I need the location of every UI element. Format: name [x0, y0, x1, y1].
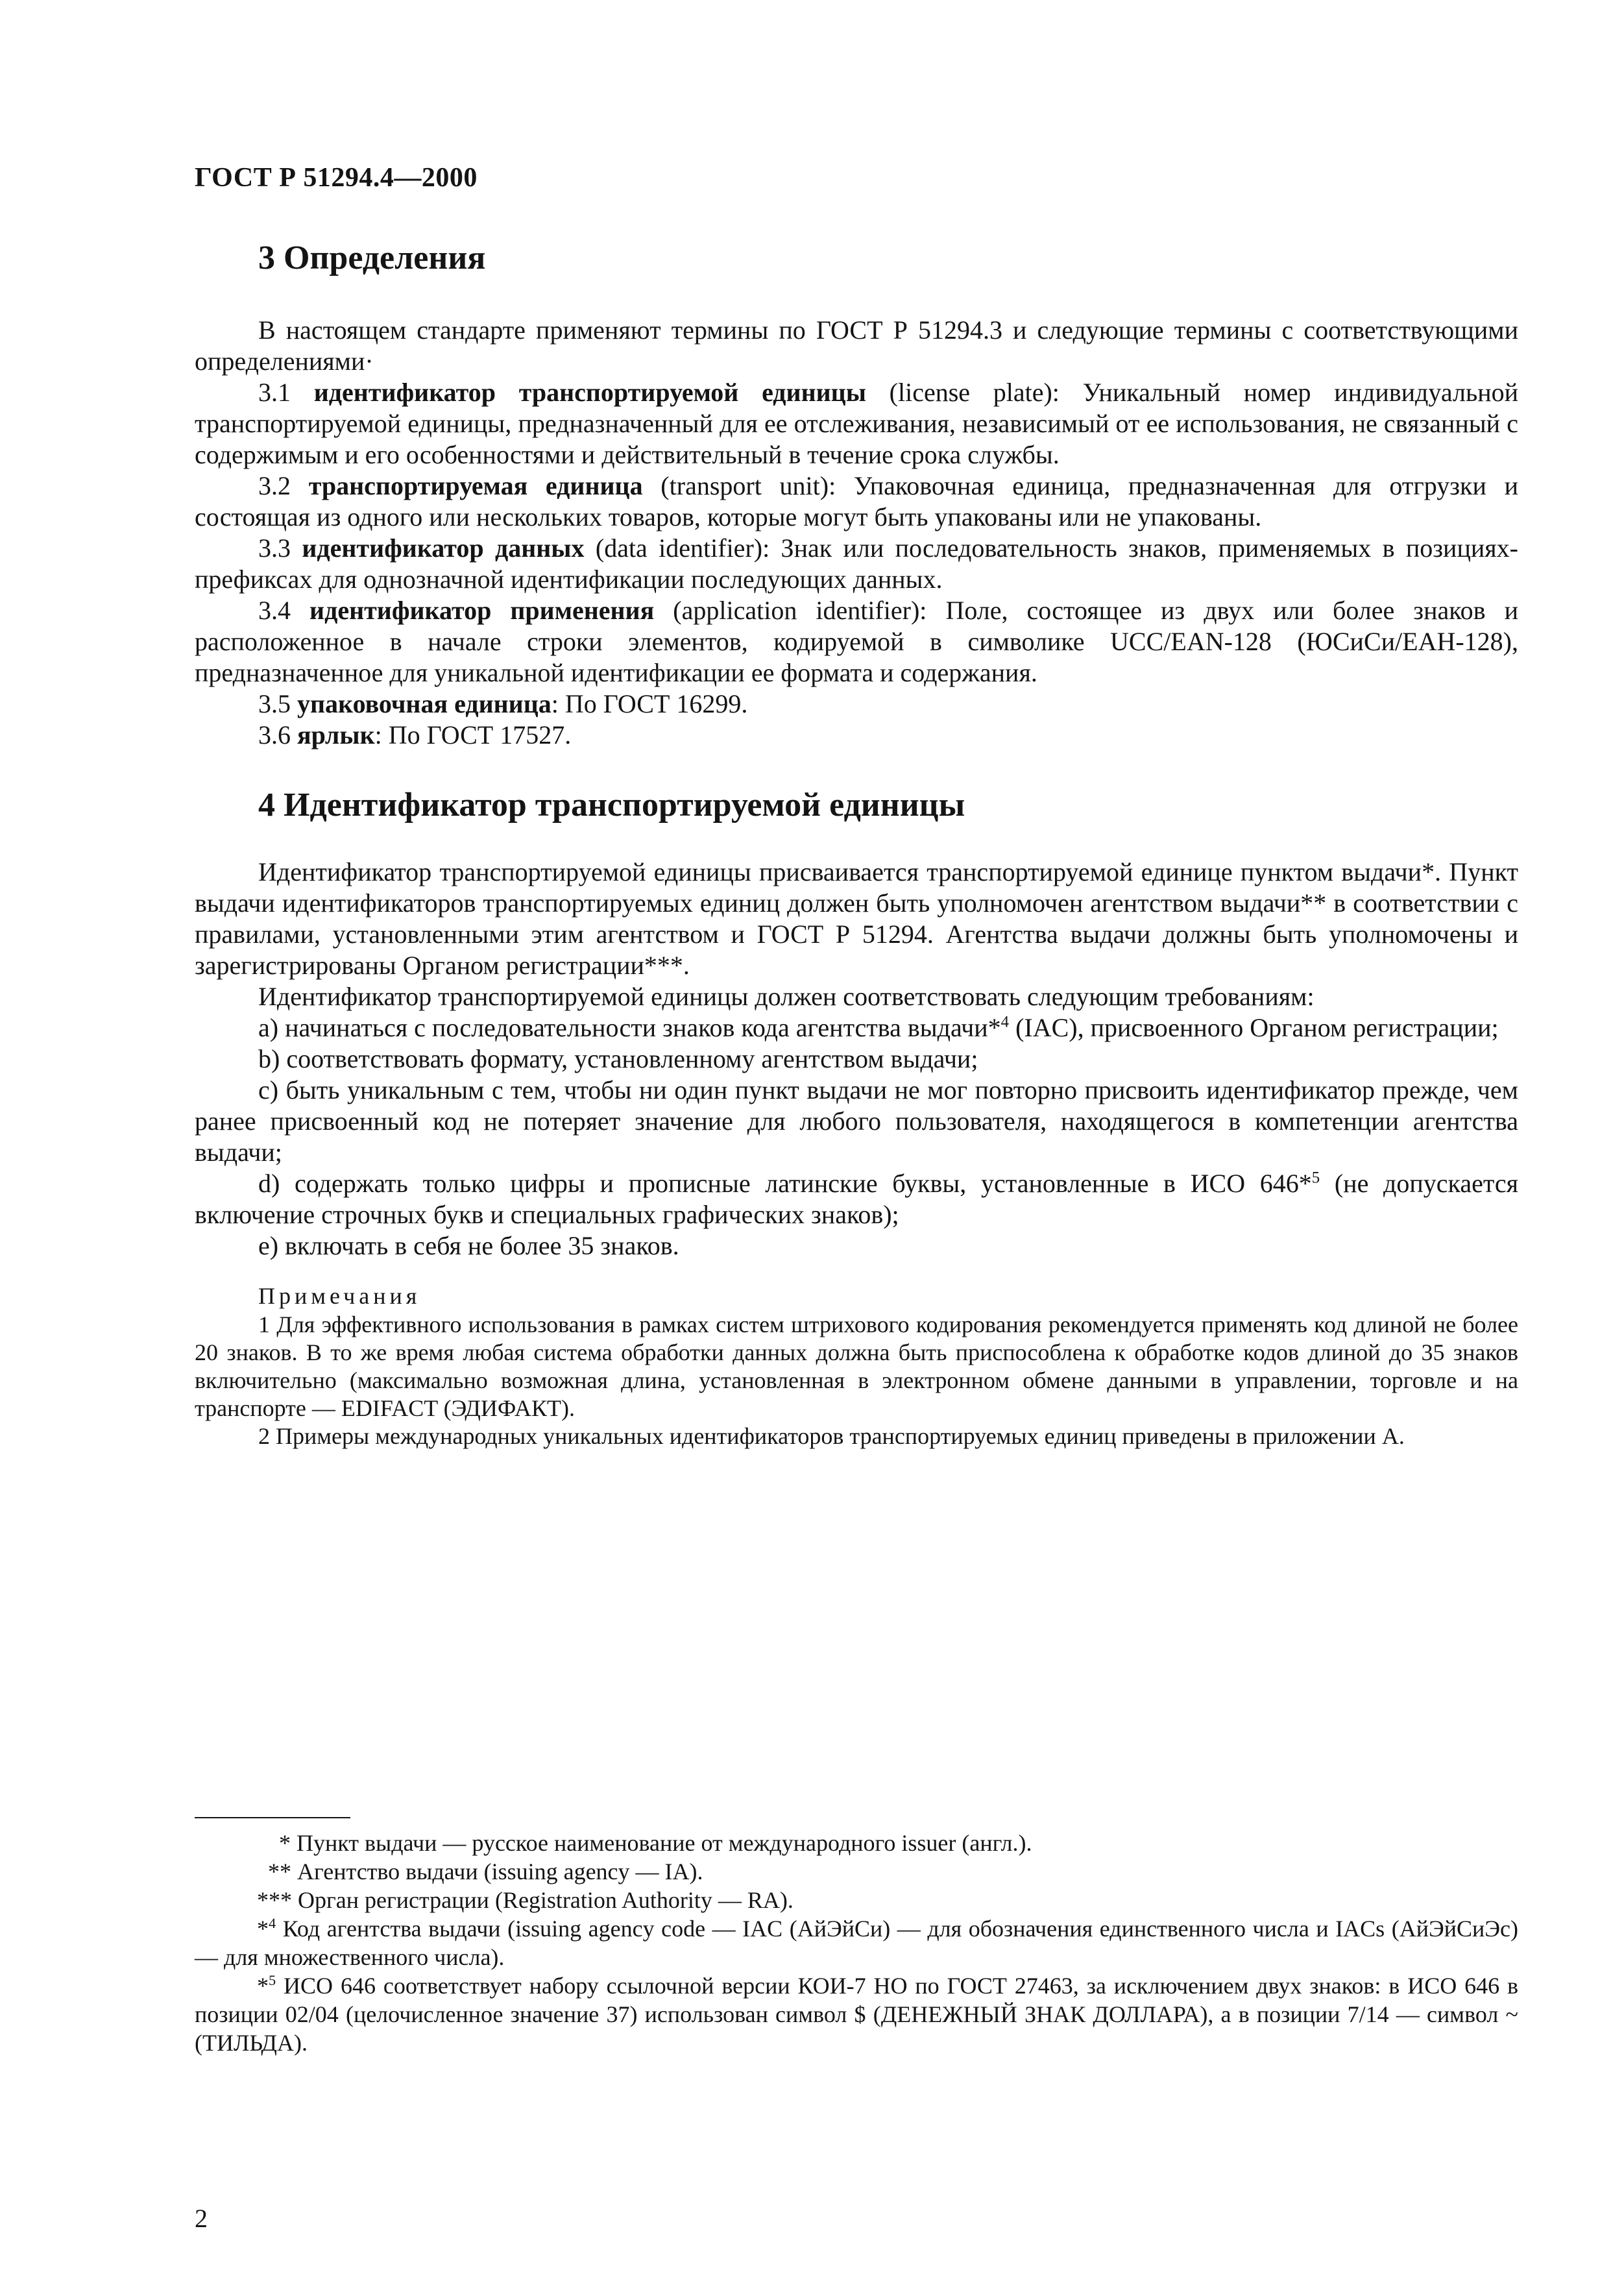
- definition-number: 3.5: [258, 689, 291, 718]
- section-license-plate: [195, 786, 1518, 1450]
- requirement-a-text: а) начинаться с последовательности знаков кода агентства выдачи*: [258, 1013, 1001, 1042]
- definition-text: (application identifier): Поле, состоящее из двух или более знаков и расположенное в начале строки элементов, кодируемой в символике UCC/EAN-128 (ЮСиСи/ЕАН-128), предназначенное для уникальной идентификации ее формата и содержания.: [195, 596, 1519, 687]
- requirement-d-text-end: (не допускается включение строчных букв и специальных графических знаков);: [195, 1169, 1518, 1229]
- footnote-1: [195, 1829, 1518, 1857]
- section-4-title: 4 Идентификатор транспортируемой единицы: [258, 787, 965, 823]
- definition-term: ярлык: [297, 720, 375, 750]
- definition-text: (license plate): Уникальный номер индивидуальной транспортируемой единицы, предназначенный для ее отслеживания, независимый от ее использования, не связанный с содержимым и его особенностями и действительный в течение срока службы.: [195, 378, 1519, 469]
- definition-term: упаковочная единица: [297, 689, 551, 718]
- footnote-divider: [195, 1817, 350, 1818]
- requirement-a-text-end: (IAC), присвоенного Органом регистрации;: [1009, 1013, 1499, 1042]
- definition-3-1: [195, 377, 1518, 470]
- footnote-3: [195, 1886, 1518, 1914]
- section-3-intro: В настоящем стандарте применяют термины по ГОСТ Р 51294.3 и следующие термины с соответствующими определениями·: [195, 315, 1518, 376]
- footnote-mark: **: [268, 1859, 291, 1885]
- definition-term: идентификатор применения: [309, 596, 655, 625]
- definition-term: идентификатор данных: [302, 533, 585, 563]
- definition-term: транспортируемая единица: [308, 471, 643, 500]
- document-page: [195, 162, 1518, 1450]
- footnote-mark: ***: [257, 1887, 292, 1913]
- definition-3-3: [195, 533, 1518, 595]
- footnote-mark-number: 4: [269, 1915, 276, 1931]
- footnote-ref: 4: [1000, 1013, 1010, 1031]
- footnote-mark: *: [257, 1916, 269, 1942]
- document-code: ГОСТ Р 51294.4—2000: [195, 163, 478, 193]
- definition-3-4: [195, 595, 1518, 689]
- requirement-d: [195, 1168, 1518, 1230]
- page-number: 2: [195, 2204, 208, 2233]
- section-4-paragraph-2: Идентификатор транспортируемой единицы должен соответствовать следующим требованиям:: [258, 982, 1315, 1011]
- footnote-text: ИСО 646 соответствует набору ссылочной версии КОИ-7 НО по ГОСТ 27463, за исключением двух знаков: в ИСО 646 в позиции 02/04 (целочисленное значение 37) использован символ $ (ДЕНЕЖНЫЙ ЗНАК ДОЛЛАРА), а в позиции 7/14 — символ ~ (ТИЛЬДА).: [195, 1973, 1518, 2056]
- footnote-4: [195, 1914, 1518, 1971]
- footnote-mark-number: 5: [269, 1972, 276, 1988]
- definition-text: (data identifier): Знак или последовательность знаков, применяемых в позициях-префиксах для однозначной идентификации последующих данных.: [195, 533, 1518, 594]
- requirement-e: е) включать в себя не более 35 знаков.: [258, 1231, 679, 1260]
- definition-term: идентификатор транспортируемой единицы: [313, 378, 866, 407]
- definition-number: 3.4: [258, 596, 291, 625]
- definition-3-5: [195, 689, 1518, 720]
- note-2: 2 Примеры международных уникальных идентификаторов транспортируемых единиц приведены в приложении А.: [258, 1423, 1405, 1449]
- footnote-text: Орган регистрации (Registration Authority — RA).: [292, 1887, 794, 1913]
- definition-3-2: [195, 470, 1518, 533]
- definition-number: 3.1: [258, 378, 291, 407]
- footnote-2: [195, 1857, 1518, 1886]
- section-4-paragraph-1: Идентификатор транспортируемой единицы присваивается транспортируемой единице пунктом выдачи*. Пункт выдачи идентификаторов транспортируемых единиц должен быть уполномочен агентством выдачи** в соответствии с правилами, установленными этим агентством и ГОСТ Р 51294. Агентства выдачи должны быть уполномочены и зарегистрированы Органом регистрации***.: [195, 857, 1518, 980]
- definition-text: : По ГОСТ 16299.: [551, 689, 748, 718]
- definition-number: 3.6: [258, 720, 291, 750]
- footnote-ref: 5: [1311, 1169, 1320, 1187]
- definition-number: 3.3: [258, 533, 291, 563]
- section-3-title: 3 Определения: [258, 239, 486, 276]
- footnote-mark: *: [279, 1830, 291, 1856]
- footnote-text: Код агентства выдачи (issuing agency code — IAC (АйЭйСи) — для обозначения единственного числа и IACs (АйЭйСиЭс) — для множественного числа).: [195, 1916, 1518, 1970]
- footnote-text: Агентство выдачи (issuing agency — IA).: [291, 1859, 703, 1885]
- footnote-mark: *: [257, 1973, 269, 1999]
- footnote-text: Пункт выдачи — русское наименование от международного issuer (англ.).: [291, 1830, 1032, 1856]
- section-definitions: [195, 239, 1518, 751]
- requirement-a: [195, 1012, 1518, 1043]
- definition-3-6: [195, 720, 1518, 751]
- definition-text: : По ГОСТ 17527.: [374, 720, 572, 750]
- definition-number: 3.2: [258, 471, 291, 500]
- note-1: 1 Для эффективного использования в рамках систем штрихового кодирования рекомендуется применять код длиной не более 20 знаков. В то же время любая система обработки данных должна быть приспособлена к обработке кодов длиной до 35 знаков включительно (максимально возможная длина, установленная в электронном обмене данными в управлении, торговле и на транспорте — EDIFACT (ЭДИФАКТ).: [195, 1311, 1518, 1421]
- footnotes: [195, 1817, 1518, 2057]
- requirement-c: с) быть уникальным с тем, чтобы ни один пункт выдачи не мог повторно присвоить идентификатор прежде, чем ранее присвоенный код не потеряет значение для любого пользователя, находящегося в компетенции агентства выдачи;: [195, 1075, 1518, 1167]
- definition-text: (transport unit): Упаковочная единица, предназначенная для отгрузки и состоящая из одного или нескольких товаров, которые могут быть упакованы или не упакованы.: [195, 471, 1518, 531]
- notes-heading: Примечания: [258, 1283, 421, 1309]
- requirement-b: b) соответствовать формату, установленному агентством выдачи;: [258, 1044, 978, 1073]
- footnote-5: [195, 1971, 1518, 2057]
- requirement-d-text: d) содержать только цифры и прописные латинские буквы, установленные в ИСО 646*: [258, 1169, 1312, 1198]
